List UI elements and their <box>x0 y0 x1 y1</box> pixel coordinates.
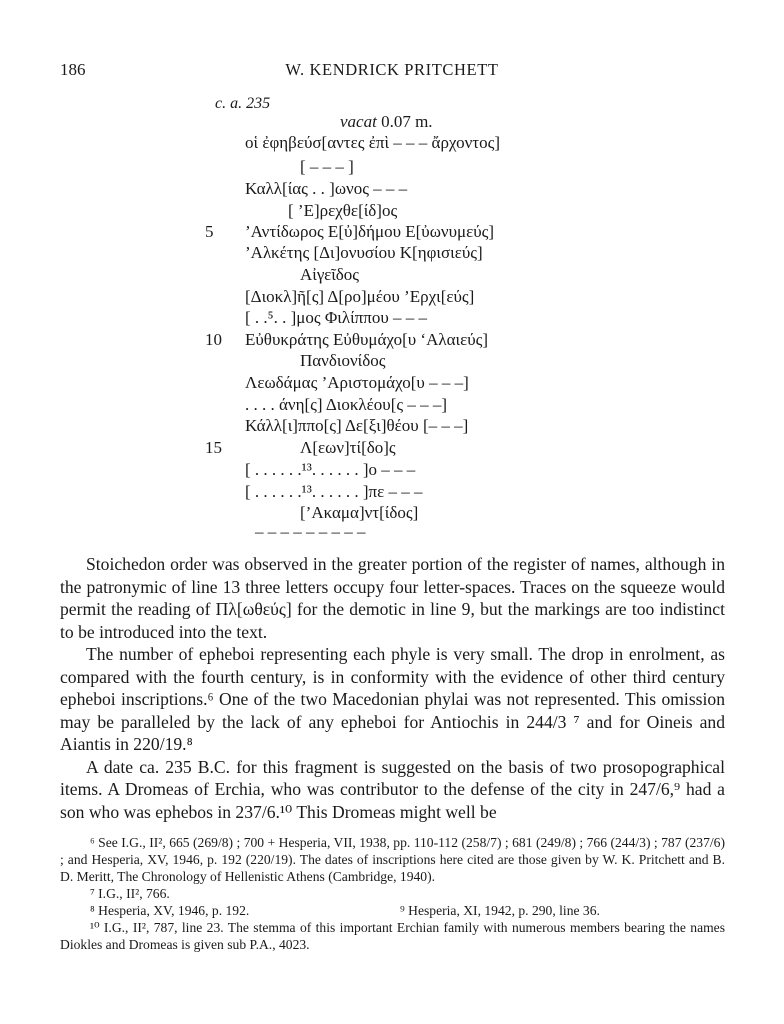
inscription-line: [’Ακαμα]ντ[ίδος] <box>300 503 419 522</box>
footnotes <box>60 834 725 953</box>
inscription-line: [ . . . . . .¹³. . . . . . ]πε – – – <box>245 482 423 501</box>
inscription-line: Πανδιονίδος <box>300 351 386 370</box>
inscription-line: [ – – – ] <box>300 157 354 176</box>
inscription-line: ’Αλκέτης [Δι]ονυσίου Κ[ηφισιεύς] <box>245 243 483 262</box>
vacat-measure: 0.07 m. <box>376 112 433 131</box>
inscription-line: Εὐθυκράτης Εὐθυμάχο[υ ‘Αλαιεύς] <box>245 330 489 349</box>
footnote: ⁹ Hesperia, XI, 1942, p. 290, line 36. <box>400 903 600 918</box>
vacat-note <box>340 112 433 132</box>
inscription-line: [Διοκλ]ῆ[ς] Δ[ρο]μέου ’Ερχι[εύς] <box>245 287 475 306</box>
inscription-line: Λεωδάμας ’Αριστομάχο[υ – – –] <box>245 373 469 392</box>
inscription-line: οἱ ἐφηβεύσ[αντες ἐπὶ – – – ἄρχοντος] <box>245 133 501 152</box>
paragraph: A date ca. 235 B.C. for this fragment is suggested on the basis of two prosopographical items. A Dromeas of Erchia, who was contributor to the defense of the city in 247/6,⁹ had a son who was ephebos in 237/6.¹⁰ This Dromeas might well be <box>60 756 725 822</box>
inscription-line: Λ[εων]τί[δο]ς <box>300 438 396 457</box>
line-number: 10 <box>205 330 222 349</box>
footnote: ⁸ Hesperia, XV, 1946, p. 192. <box>90 903 250 918</box>
inscription-line: [ ’Ε]ρεχθε[ίδ]ος <box>288 201 398 220</box>
inscription-date: c. a. 235 <box>215 95 271 112</box>
running-head: W. KENDRICK PRITCHETT <box>285 60 499 79</box>
line-number: 15 <box>205 438 222 457</box>
inscription-line: Αἰγεῖδος <box>300 265 360 284</box>
inscription-line: Κάλλ[ι]ππο[ς] Δε[ξι]θέου [– – –] <box>245 416 469 435</box>
inscription-line: [ . .⁵. . ]μος Φιλίππου – – – <box>245 308 427 327</box>
footnote: ⁶ See I.G., II², 665 (269/8) ; 700 + Hesperia, VII, 1938, pp. 110-112 (258/7) ; 681 (249/8) ; 766 (244/3) ; 787 (237/6) ; and Hesperia, XV, 1946, p. 192 (220/19). The dates of inscriptions here cited are those given by W. K. Pritchett and B. D. Meritt, The Chronology of Hellenistic Athens (Cambridge, 1940). <box>60 835 725 884</box>
page-number: 186 <box>60 60 86 79</box>
inscription-line: ’Αντίδωρος Ε[ὐ]δήμου Ε[ὐωνυμεύς] <box>245 222 495 241</box>
inscription-line: Καλλ[ίας . . ]ωνος – – – <box>245 179 408 198</box>
footnote: ⁷ I.G., II², 766. <box>90 886 170 901</box>
body-text <box>60 553 725 823</box>
footnote-pair <box>60 902 725 919</box>
paragraph: Stoichedon order was observed in the greater portion of the register of names, although in the patronymic of line 13 three letters occupy four letter-spaces. Traces on the squeeze would permit the reading of Πλ[ωθεύς] for the demotic in line 9, but the markings are too indistinct to be introduced into the text. <box>60 554 725 642</box>
inscription-line: . . . . άνη[ς] Διοκλέου[ς – – –] <box>245 395 448 414</box>
line-number: 5 <box>205 222 214 241</box>
paragraph: The number of epheboi representing each phyle is very small. The drop in enrolment, as compared with the fourth century, is in conformity with the evidence of other third century epheboi inscriptions.⁶ One of the two Macedonian phylai was not represented. This omission may be paralleled by the lack of any epheboi for Antiochis in 244/3 ⁷ and for Oineis and Aiantis in 220/19.⁸ <box>60 644 725 754</box>
footnote: ¹⁰ I.G., II², 787, line 23. The stemma of this important Erchian family with numerous members bearing the names Diokles and Dromeas is given sub P.A., 4023. <box>60 920 725 952</box>
inscription-line: [ . . . . . .¹³. . . . . . ]ο – – – <box>245 460 416 479</box>
vacat-word: vacat <box>340 112 377 131</box>
inscription-line: – – – – – – – – – <box>255 522 366 541</box>
